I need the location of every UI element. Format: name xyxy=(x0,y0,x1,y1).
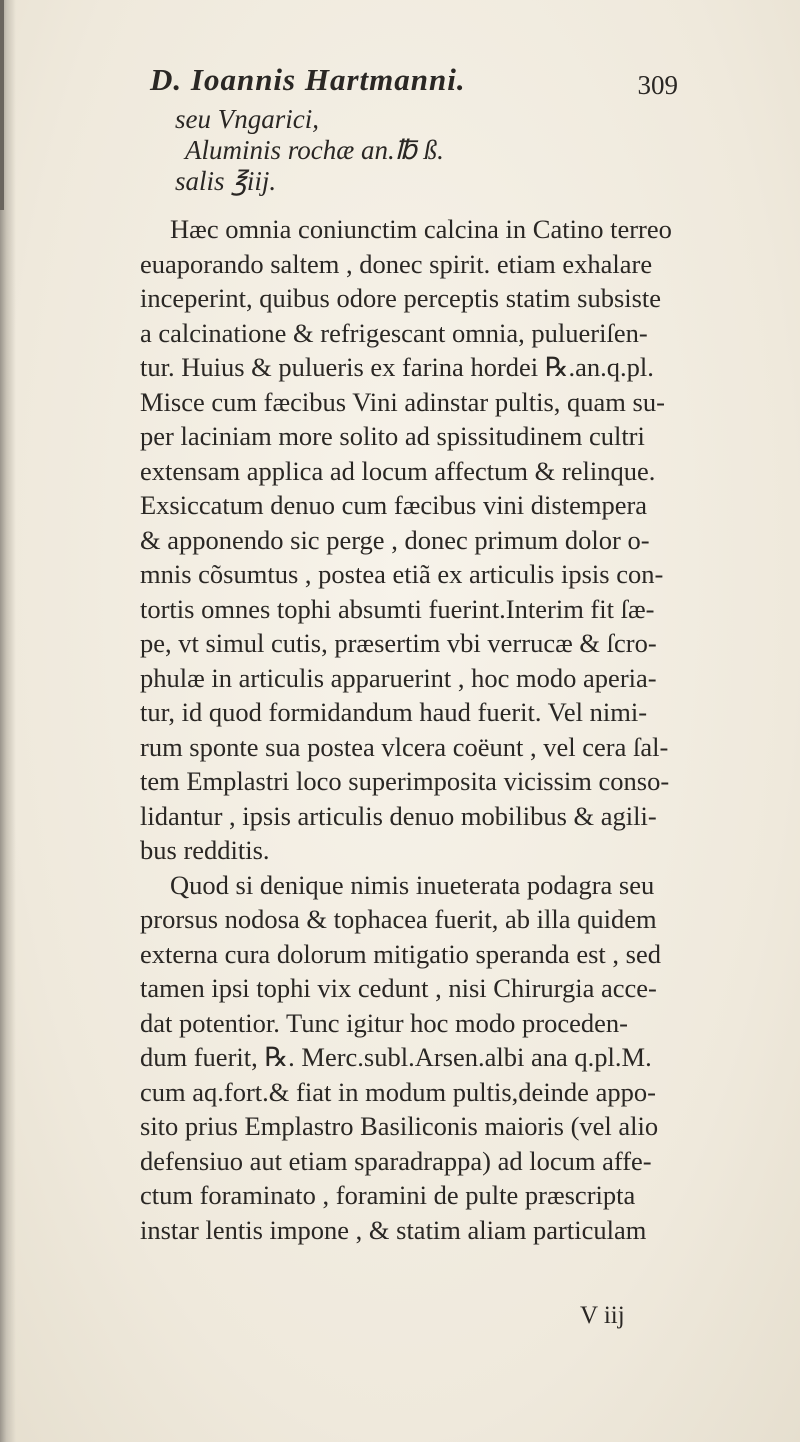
text-line: tortis omnes tophi absumti fuerint.Interim fit ſæ- xyxy=(140,593,655,624)
text-line: tur, id quod formidandum haud fuerit. Vel nimi- xyxy=(140,697,648,727)
text-line: dat potentior. Tunc igitur hoc modo proceden- xyxy=(140,1007,628,1038)
text-line: inceperint, quibus odore perceptis statim subsiste xyxy=(140,283,662,313)
text-line: extensam applica ad locum affectum & relinque. xyxy=(140,455,656,486)
text-line: mnis cõsumtus , postea etiã ex articulis ipsis con- xyxy=(140,559,664,589)
text-line: pe, vt simul cutis, præsertim vbi verrucæ & ſcro- xyxy=(140,628,657,658)
page-header xyxy=(150,62,678,102)
running-head: D. Ioannis Hartmanni. xyxy=(150,62,466,97)
text-line: defensiuo aut etiam sparadrappa) ad locum affe- xyxy=(140,1145,652,1176)
text-line: tamen ipsi tophi vix cedunt , nisi Chirurgia acce- xyxy=(140,973,657,1003)
text-line: Quod si denique nimis inueterata podagra seu xyxy=(170,869,655,900)
recipe-line: Aluminis rochæ an.℔ ß. xyxy=(185,135,444,165)
signature-mark: V iij xyxy=(580,1302,625,1329)
page-binding-shadow xyxy=(0,0,16,1442)
text-line: bus redditis. xyxy=(140,835,270,865)
text-line: & apponendo sic perge , donec primum dolor o- xyxy=(140,524,650,555)
text-line: phulæ in articulis apparuerint , hoc modo aperia- xyxy=(140,662,657,693)
text-line: euaporando saltem , donec spirit. etiam exhalare xyxy=(140,248,653,279)
text-line: Misce cum fæcibus Vini adinstar pultis, quam su- xyxy=(140,386,665,417)
text-line: tur. Huius & pulueris ex farina hordei ℞.an.q.pl. xyxy=(140,352,654,382)
text-line: a calcinatione & refrigescant omnia, pulueriſen- xyxy=(140,317,648,348)
text-line: Hæc omnia coniunctim calcina in Catino terreo xyxy=(170,214,672,244)
body-text xyxy=(140,212,775,1247)
text-line: ctum foraminato , foramini de pulte præscripta xyxy=(140,1180,636,1210)
text-line: per laciniam more solito ad spissitudinem cultri xyxy=(140,421,645,451)
text-line: sito prius Emplastro Basiliconis maioris (vel alio xyxy=(140,1111,659,1141)
text-line: Exsiccatum denuo cum fæcibus vini distempera xyxy=(140,490,648,520)
page-number: 309 xyxy=(637,70,678,100)
text-line: prorsus nodosa & tophacea fuerit, ab illa quidem xyxy=(140,904,657,934)
recipe-line: salis ℥iij. xyxy=(175,166,277,196)
recipe-ingredients xyxy=(175,104,695,197)
recipe-line: seu Vngarici, xyxy=(175,104,319,134)
text-line: tem Emplastri loco superimposita vicissim conso- xyxy=(140,766,670,796)
text-line: dum fuerit, ℞. Merc.subl.Arsen.albi ana q.pl.M. xyxy=(140,1042,652,1072)
text-line: rum sponte sua postea vlcera coëunt , vel cera ſal- xyxy=(140,731,669,762)
text-line: instar lentis impone , & statim aliam particulam xyxy=(140,1214,647,1245)
text-line: lidantur , ipsis articulis denuo mobilibus & agili- xyxy=(140,800,657,831)
page-edge-mark xyxy=(0,0,4,210)
text-line: cum aq.fort.& fiat in modum pultis,deinde appo- xyxy=(140,1076,656,1107)
text-line: externa cura dolorum mitigatio speranda est , sed xyxy=(140,938,661,969)
